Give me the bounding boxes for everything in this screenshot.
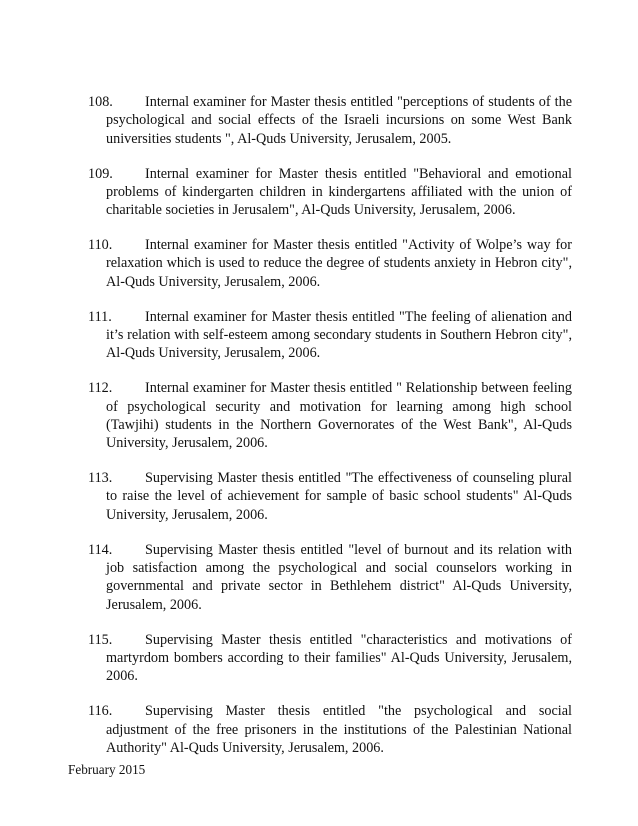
list-item (88, 702, 572, 757)
entry-number: 109. (88, 165, 113, 182)
entry-number: 108. (88, 94, 113, 110)
list-item (88, 379, 572, 452)
entry-text: Supervising Master thesis entitled "the psychological and social adjustment of the free prisoners in the institutions of the Palestinian National Authority" Al-Quds University, Jerusalem, 2006. (106, 703, 572, 756)
list-item (88, 93, 572, 148)
list-item (88, 541, 572, 614)
entry-text: Supervising Master thesis entitled "characteristics and motivations of martyrdom bombers according to their families" Al-Quds University, Jerusalem, 2006. (106, 631, 572, 685)
list-item (88, 631, 572, 686)
entry-number: 111. (88, 308, 112, 325)
entry-text: Internal examiner for Master thesis entitled "The feeling of alienation and it’s relation with self-esteem among secondary students in Southern Hebron city", Al-Quds University, Jerusalem, 2006. (106, 308, 572, 362)
entry-number: 116. (88, 703, 113, 720)
entry-text: Supervising Master thesis entitled "level of burnout and its relation with job satisfaction among the psychological and social counselors working in governmental and private sector in Bethlehem district" Al-Quds University, Jerusalem, 2006. (106, 541, 572, 613)
entry-text: Internal examiner for Master thesis entitled "Behavioral and emotional problems of kindergarten children in kindergartens affiliated with the union of charitable societies in Jerusalem", Al-Quds University, Jerusalem, 2006. (106, 165, 572, 219)
footer-date: February 2015 (68, 762, 146, 777)
list-item (88, 469, 572, 524)
entry-list (88, 93, 572, 774)
entry-number: 112. (88, 380, 113, 397)
entry-number: 110. (88, 237, 113, 254)
entry-number: 113. (88, 470, 113, 487)
list-item (88, 236, 572, 291)
entry-text: Internal examiner for Master thesis entitled " Relationship between feeling of psychological security and motivation for learning among high school (Tawjihi) students in the Northern Governorates of the West Bank", Al-Quds University, Jerusalem, 2006. (106, 380, 572, 452)
list-item (88, 165, 572, 220)
entry-text: Supervising Master thesis entitled "The effectiveness of counseling plural to raise the level of achievement for sample of basic school students" Al-Quds University, Jerusalem, 2006. (106, 470, 572, 523)
entry-number: 115. (88, 631, 113, 648)
entry-text: Internal examiner for Master thesis entitled "Activity of Wolpe’s way for relaxation which is used to reduce the degree of students anxiety in Hebron city", Al-Quds University, Jerusalem, 2006. (106, 237, 572, 290)
entry-text: Internal examiner for Master thesis entitled "perceptions of students of the psychological and social effects of the Israeli incursions on some West Bank universities students ", Al-Quds University, Jerusalem, 2005. (106, 94, 572, 147)
list-item (88, 308, 572, 363)
entry-number: 114. (88, 541, 113, 558)
